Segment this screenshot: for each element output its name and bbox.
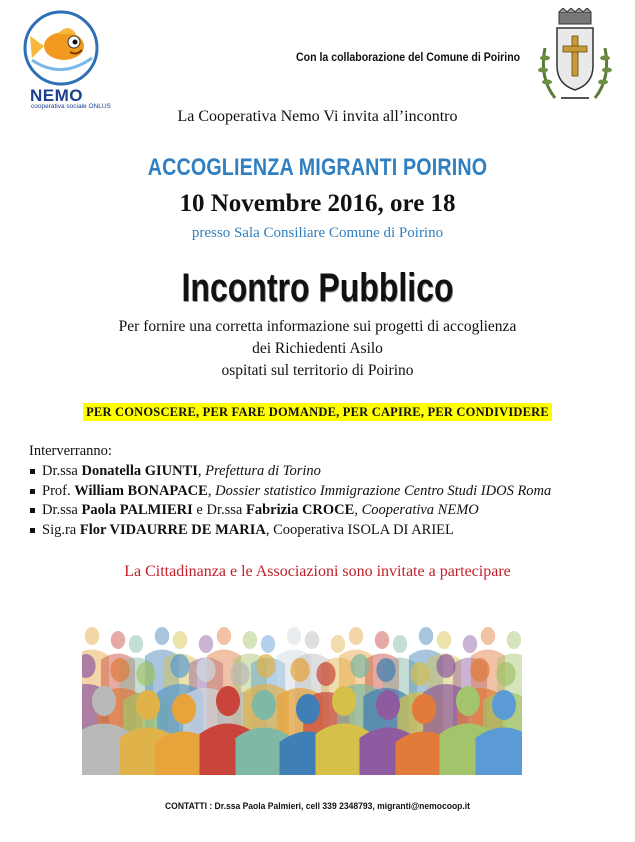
nemo-logo [18,8,111,110]
invite-line: La Cooperativa Nemo Vi invita all’incontro [177,108,458,125]
crowd-icon [82,600,522,775]
invitation-text: La Cittadinanza e le Associazioni sono invitate a partecipare [124,563,511,580]
speaker-title: Prof. [42,482,75,499]
list-item [29,521,551,541]
separator: , [354,502,362,518]
coat-of-arms [537,8,613,104]
list-item [29,501,551,521]
speaker-title: Dr.ssa [42,463,82,479]
speaker-name: Flor VIDAURRE DE MARIA [79,521,266,538]
separator: , [197,463,206,479]
nemo-fish-icon [18,8,104,88]
list-item [29,462,551,482]
separator: , [207,482,216,499]
event-place: presso Sala Consiliare Comune di Poirino [191,225,444,241]
speaker-title: Dr.ssa [42,502,82,518]
description-line: dei Richiedenti Asilo [252,340,383,357]
speaker-title: Sig.ra [42,521,80,538]
speaker-name: Fabrizia CROCE [245,502,355,518]
nemo-logo-subtitle: cooperativa sociale ONLUS [31,103,111,110]
event-title: ACCOGLIENZA MIGRANTI POIRINO [147,154,488,181]
speakers-label: Interverranno: [29,443,112,459]
crowd-illustration [82,600,522,775]
speaker-name: William BONAPACE [74,482,208,499]
headline: Incontro Pubblico [181,266,454,310]
speaker-affiliation: Cooperativa NEMO [361,502,479,518]
description-line: ospitati sul territorio di Poirino [221,362,414,379]
contacts-line: CONTATTI : Dr.ssa Paola Palmieri, cell 339 2348793, migranti@nemocoop.it [164,801,471,812]
coat-of-arms-icon [537,8,613,104]
list-item [29,482,551,502]
separator: , [265,521,274,538]
collaboration-text: Con la collaborazione del Comune di Poirino [296,50,521,64]
event-date: 10 Novembre 2016, ore 18 [179,190,456,217]
speaker-affiliation: Cooperativa ISOLA DI ARIEL [273,521,454,538]
speakers-list [29,462,551,540]
tagline-container [0,403,635,421]
speaker-name: Donatella GIUNTI [81,463,198,479]
tagline: PER CONOSCERE, PER FARE DOMANDE, PER CAPIRE, PER CONDIVIDERE [83,403,552,421]
description-line: Per fornire una corretta informazione sui progetti di accoglienza [118,318,517,335]
speaker-affiliation: Dossier statistico Immigrazione Centro Studi IDOS Roma [215,482,552,499]
speaker-joiner: e Dr.ssa [192,502,246,518]
nemo-logo-text: NEMO [30,86,83,105]
speaker-name: Paola PALMIERI [81,502,193,518]
speaker-affiliation: Prefettura di Torino [205,463,321,479]
